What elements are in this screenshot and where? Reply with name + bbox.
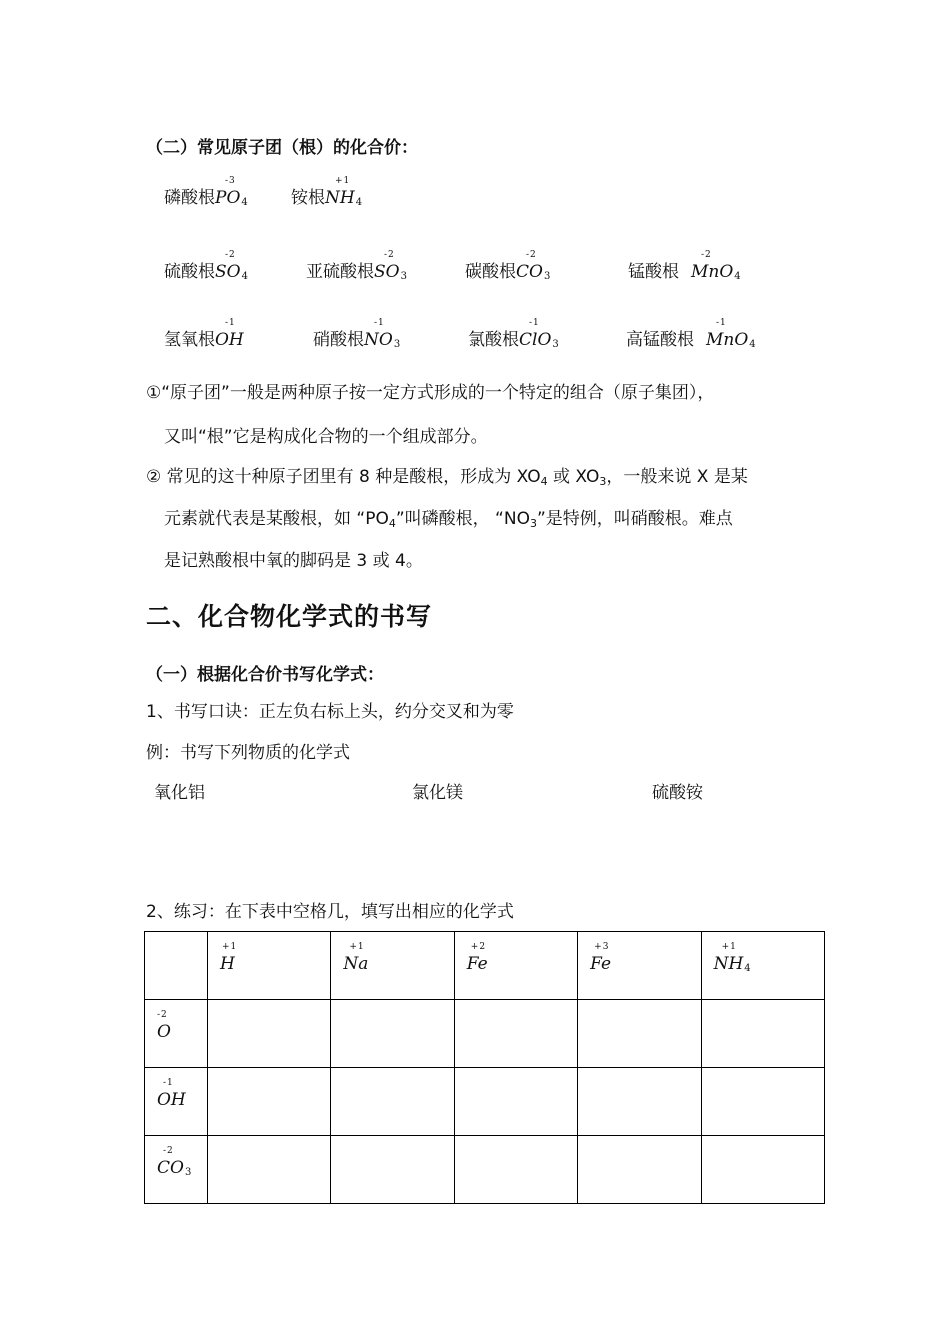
table-header-row xyxy=(145,932,825,1000)
answer-cell[interactable] xyxy=(331,1068,454,1136)
example-item: 硫酸铵 xyxy=(652,783,703,803)
table-row xyxy=(145,1000,825,1068)
answer-cell[interactable] xyxy=(701,1068,824,1136)
table-row xyxy=(145,1068,825,1136)
table-header-cell: +1 H xyxy=(208,932,331,1000)
root-name: 高锰酸根 xyxy=(626,330,694,350)
root-name: 氯酸根 xyxy=(468,330,519,350)
root-formula: +1 $NH_4$ xyxy=(325,176,363,208)
table-row-header-cell: -2 $CO_3$ xyxy=(145,1136,208,1204)
answer-cell[interactable] xyxy=(578,1000,701,1068)
table-header-cell: +1 $NH_4$ xyxy=(701,932,824,1000)
answer-cell[interactable] xyxy=(701,1136,824,1204)
note-2-line-1: ② 常见的这十种原子团里有 8 种是酸根，形成为 XO4 或 XO3，一般来说 X 是某 xyxy=(146,467,748,488)
practice-label: 2、练习：在下表中空格几，填写出相应的化学式 xyxy=(146,902,514,922)
root-formula: -2 $SO_3$ xyxy=(374,250,407,282)
note-1-line-2: 又叫“根”它是构成化合物的一个组成部分。 xyxy=(164,427,488,447)
root-name: 亚硫酸根 xyxy=(306,262,374,282)
example-item: 氯化镁 xyxy=(412,783,463,803)
table-corner-cell xyxy=(145,932,208,1000)
root-item-ammonium xyxy=(291,176,363,208)
root-item-sulfate xyxy=(164,250,248,282)
table-header-cell: +2 Fe xyxy=(454,932,577,1000)
answer-cell[interactable] xyxy=(454,1136,577,1204)
answer-cell[interactable] xyxy=(701,1000,824,1068)
section-two-heading: 二、化合物化学式的书写 xyxy=(146,602,433,631)
practice-table xyxy=(144,931,825,1204)
root-formula: -1 OH xyxy=(215,318,244,350)
example-label: 例：书写下列物质的化学式 xyxy=(146,743,350,763)
answer-cell[interactable] xyxy=(208,1068,331,1136)
table-header-cell: +1 Na xyxy=(331,932,454,1000)
root-name: 锰酸根 xyxy=(628,262,679,282)
root-name: 硫酸根 xyxy=(164,262,215,282)
root-item-phosphate xyxy=(164,176,248,208)
answer-cell[interactable] xyxy=(208,1000,331,1068)
root-formula: -1 $NO_3$ xyxy=(364,318,401,350)
root-name: 铵根 xyxy=(291,188,325,208)
root-formula: -3 $PO_4$ xyxy=(215,176,248,208)
root-name: 碳酸根 xyxy=(465,262,516,282)
note-1-line-1: ①“原子团”一般是两种原子按一定方式形成的一个特定的组合（原子集团）， xyxy=(146,383,715,403)
root-item-carbonate xyxy=(465,250,551,282)
root-formula: -2 $CO_3$ xyxy=(516,250,551,282)
answer-cell[interactable] xyxy=(454,1068,577,1136)
root-item-permanganate xyxy=(626,318,756,350)
root-name: 硝酸根 xyxy=(313,330,364,350)
example-item: 氧化铝 xyxy=(154,783,205,803)
answer-cell[interactable] xyxy=(578,1136,701,1204)
root-name: 氢氧根 xyxy=(164,330,215,350)
answer-cell[interactable] xyxy=(208,1136,331,1204)
root-formula: -1 MnO$_4$ xyxy=(706,318,756,350)
answer-cell[interactable] xyxy=(331,1136,454,1204)
note-2-line-2: 元素就代表是某酸根，如 “PO4”叫磷酸根， “NO3”是特例，叫硝酸根。难点 xyxy=(164,509,733,530)
root-name: 磷酸根 xyxy=(164,188,215,208)
roots-heading: （二）常见原子团（根）的化合价： xyxy=(146,138,418,158)
table-row-header-cell: -1 OH xyxy=(145,1068,208,1136)
table-row xyxy=(145,1136,825,1204)
root-formula: -2 $SO_4$ xyxy=(215,250,248,282)
rule-text: 1、书写口诀：正左负右标上头，约分交叉和为零 xyxy=(146,702,514,722)
root-item-nitrate xyxy=(313,318,401,350)
table-header-cell: +3 Fe xyxy=(578,932,701,1000)
root-item-chlorate xyxy=(468,318,559,350)
root-item-hydroxide xyxy=(164,318,245,350)
answer-cell[interactable] xyxy=(331,1000,454,1068)
root-formula: -1 ClO$_3$ xyxy=(519,318,559,350)
root-item-manganate xyxy=(628,250,741,282)
answer-cell[interactable] xyxy=(578,1068,701,1136)
table-row-header-cell: -2 O xyxy=(145,1000,208,1068)
root-formula: -2 MnO$_4$ xyxy=(691,250,741,282)
section-two-subheading: （一）根据化合价书写化学式： xyxy=(146,665,384,685)
answer-cell[interactable] xyxy=(454,1000,577,1068)
root-item-sulfite xyxy=(306,250,407,282)
note-2-line-3: 是记熟酸根中氧的脚码是 3 或 4。 xyxy=(164,551,423,571)
